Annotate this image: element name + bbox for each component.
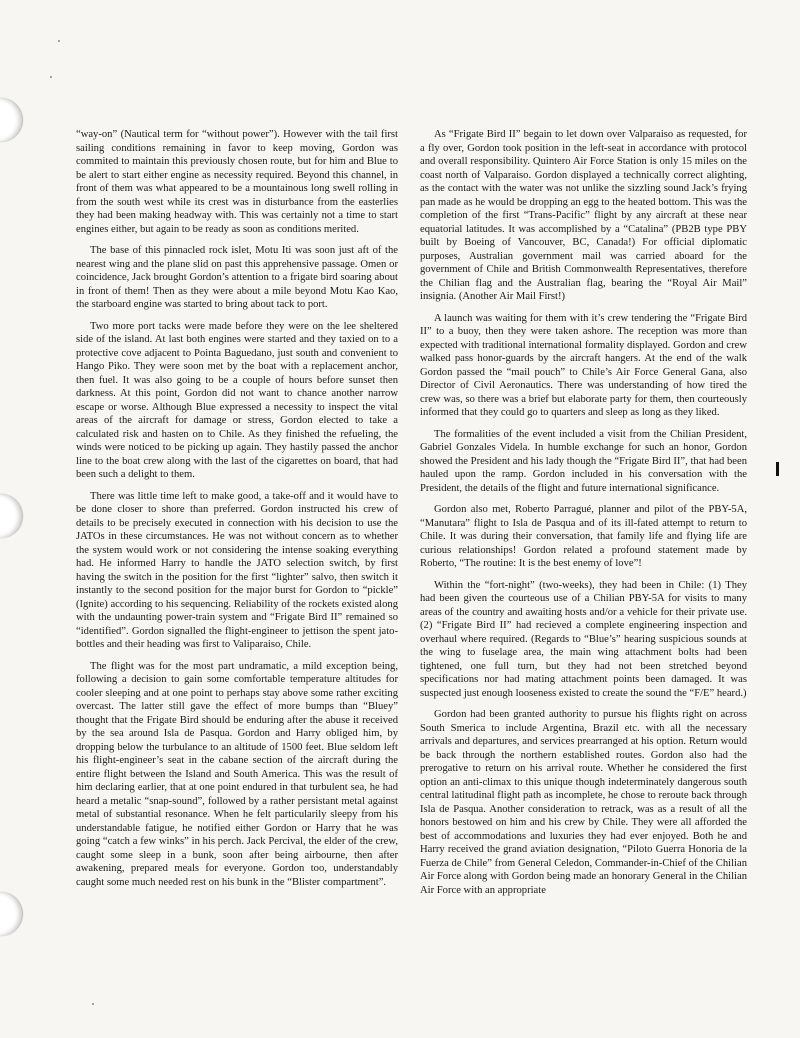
scan-speck: [50, 76, 52, 78]
paragraph: Gordon had been granted authority to pursue his flights right on across South Smerica to include Argentina, Brazil etc. with all the necessary arrivals and departures, and services prearranged at his option. Return would be back through the northern established routes. Gordon also had the prerogative to return on his arrival route. Whether he considered the first option an anti-climax to this unique though indeterminately dangerous south central latitudinal flight path as incomplete, he chose to reroute back through Isla de Pasqua. Another consideration to retrack, was as a result of all the honors bestowed on him and his crew by Chile. They were all afforded the best of accommodations and luxuries they had ever enjoyed. Both he and Harry received the grand aviation designation, “Piloto Guerra Honoria de la Fuerza de Chile” from General Celedon, Commander-in-Chief of the Chilian Air Force along with Gordon being made an honorary General in the Chilian Air Force with an appropriate: [420, 709, 747, 896]
scan-speck: [58, 40, 60, 42]
punch-hole-middle: [0, 494, 22, 538]
paragraph: The base of this pinnacled rock islet, Motu Iti was soon just aft of the nearest wing and the plane slid on past this apprehensive passage. Omen or coincidence, Jack brought Gordon’s attention to a frigate bird soaring about in front of them! Then as they were about a mile beyond Motu Kao Kao, the starboard engine was started to bring about tack to port.: [76, 245, 398, 310]
paragraph: As “Frigate Bird II” begain to let down over Valparaiso as requested, for a fly over, Gordon took position in the left-seat in accordance with protocol and overall responsibility. Quintero Air Force Station is only 15 miles on the coast north of Valparaiso. Gordon displayed a technically correct alighting, as the contact with the water was not unlike the sizzling sound Jack’s frying pan made as he would be dropping an egg to the heated bottom. This was the completion of the first “Trans-Pacific” flight by any aircraft at these near equatorial latitudes. It was accomplished by a “Catalina” (PB2B type PBY built by Boeing of Vancouver, BC, Canada!) For official diplomatic purposes, Australian government mail was carried aboard for the government of Chile and British Commonwealth Representatives, therefore the Chilian flag and the Australian flag, bearing the “Royal Air Mail” insignia. (Another Air Mail First!): [420, 129, 747, 302]
left-column: [76, 128, 398, 897]
paragraph: Within the “fort-night” (two-weeks), they had been in Chile: (1) They had been given the courteous use of a Chilian PBY-5A for visits to many areas of the country and awaiting hosts and/or a vehicle for their private use. (2) “Frigate Bird II” had recieved a complete engineering inspection and overhaul where required. (Regards to “Blue’s” hearing suspicious sounds at the wing to fuselage area, the main wing attachment bolts had been tightened, one full turn, but they had not been stretched beyond specifications nor had mating attachment points been damaged. It was suspected just enough looseness existed to create the sound the “F/E” heard.): [420, 579, 747, 699]
paragraph: There was little time left to make good, a take-off and it would have to be done closer to shore than preferred. Gordon instructed his crew of details to be precisely executed in connection with his decision to use the JATOs in these circumstances. He was not without concern as to whether the system would work or not considering the intense soaking everything had. He informed Harry to handle the JATO selection switch, by first having the switch in the position for the first “lighter” salvo, then switch it instantly to the second position for the major burst for Gordon to “pickle” (Ignite) according to his sequencing. Reliability of the rockets existed along with the undaunting power-train system and “Frigate Bird II” remained so “identified”. Gordon signalled the flight-engineer to jettison the spent jato-bottles and their heading was first to Valiparaiso, Chile.: [76, 490, 398, 650]
punch-hole-top: [0, 98, 22, 142]
paragraph: A launch was waiting for them with it’s crew tendering the “Frigate Bird II” to a buoy, then they were taken ashore. The reception was more than expected with traditional international formality displayed. Gordon and crew walked pass honor-guards by the aircraft hangers. At the end of the walk Gordon passed the “mail pouch” to Chile’s Air Force General Gana, also Director of Civil Aeronautics. There was understanding of how tired the crew was, so there was a brief but elaborate party for them, then courteously informed that they could go to quarters and sleep as long as they liked.: [420, 312, 747, 418]
paragraph: The formalities of the event included a visit from the Chilian President, Gabriel Gonzales Videla. In humble exchange for such an honor, Gordon showed the President and his lady though the “Frigate Bird II”, that had been hauled upon the ramp. Gordon included in his conversation with the President, the details of the flight and future international significance.: [420, 428, 747, 494]
punch-hole-bottom: [0, 892, 22, 936]
paragraph: “way-on” (Nautical term for “without power”). However with the tail first sailing conditions remaining in favor to keep moving, Gordon was commited to maintain this previously chosen route, but for him and Blue to be alert to start either engine as necessity required. Beyond this channel, in front of them was what appeared to be a mountainous long swell rolling in from the south west while its crest was in disturbance from the easterlies they had been making headway with. This was certainly not a time to start engines either, but again to be ready as soon as conditions merited.: [76, 129, 398, 235]
paragraph: The flight was for the most part undramatic, a mild exception being, following a decision to gain some comfortable temperature altitudes for cooler sleeping and at one point to perhaps stay above some rather exciting overcast. The latter still gave the effect of more bumps than “Bluey” thought that the Frigate Bird should be enduring after the abuse it received by the sea around Isla de Pasqua. Gordon and Harry obliged him, by dropping below the turbulance to an altitude of 1500 feet. Blue seldom left his flight-engineer’s seat in the cabane section of the aircraft during the entire flight between the Island and South America. This was the result of him declaring earlier, that at one point endured in that turbulent sea, he had heard a metalic “snap-sound”, followed by a rather persistant metal against metal of substantial resonance. When he felt particularily sleepy from his understandable fatigue, he notified either Gordon or Harry that he was going “catch a few winks” in his perch. Jack Percival, the elder of the crew, caught some sleep in a bunk, soon after being airbourne, then after awakening, prepared meals for everyone. Gordon too, understandably caught some much needed rest on his bunk in the “Blister compartment”.: [76, 660, 398, 888]
paragraph: Gordon also met, Roberto Parragué, planner and pilot of the PBY-5A, “Manutara” flight to Isla de Pasqua and of its ill-fated attempt to return to Chile. It was during their conversation, that family life and flying life are curious relationships! Gordon related a profound statement made by Roberto, “The routine: It is the best enemy of love”!: [420, 504, 747, 569]
right-column: [420, 128, 747, 905]
scan-speck: [92, 1003, 94, 1005]
margin-mark: [776, 462, 779, 476]
paragraph: Two more port tacks were made before they were on the lee sheltered side of the island. At last both engines were started and they taxied on to a protective cove adjacent to Pointa Baguedano, just south and convenient to Hango Piko. They were soon met by the boat with a replacement anchor, then fuel. It was also going to be a couple of hours before sunset then darkness. At this point, Gordon did not want to chance another narrow escape or worse. Although Blue expressed a necessity to inspect the vital areas of the aircraft for damage or stress, Gordon elected to take a calculated risk and hasten on to Chile. As they finished the refueling, the winds were noticed to be picking up again. They hastily passed the anchor line to the boat crew along with the last of the cigarettes on board, that had been such a delight to them.: [76, 320, 398, 480]
